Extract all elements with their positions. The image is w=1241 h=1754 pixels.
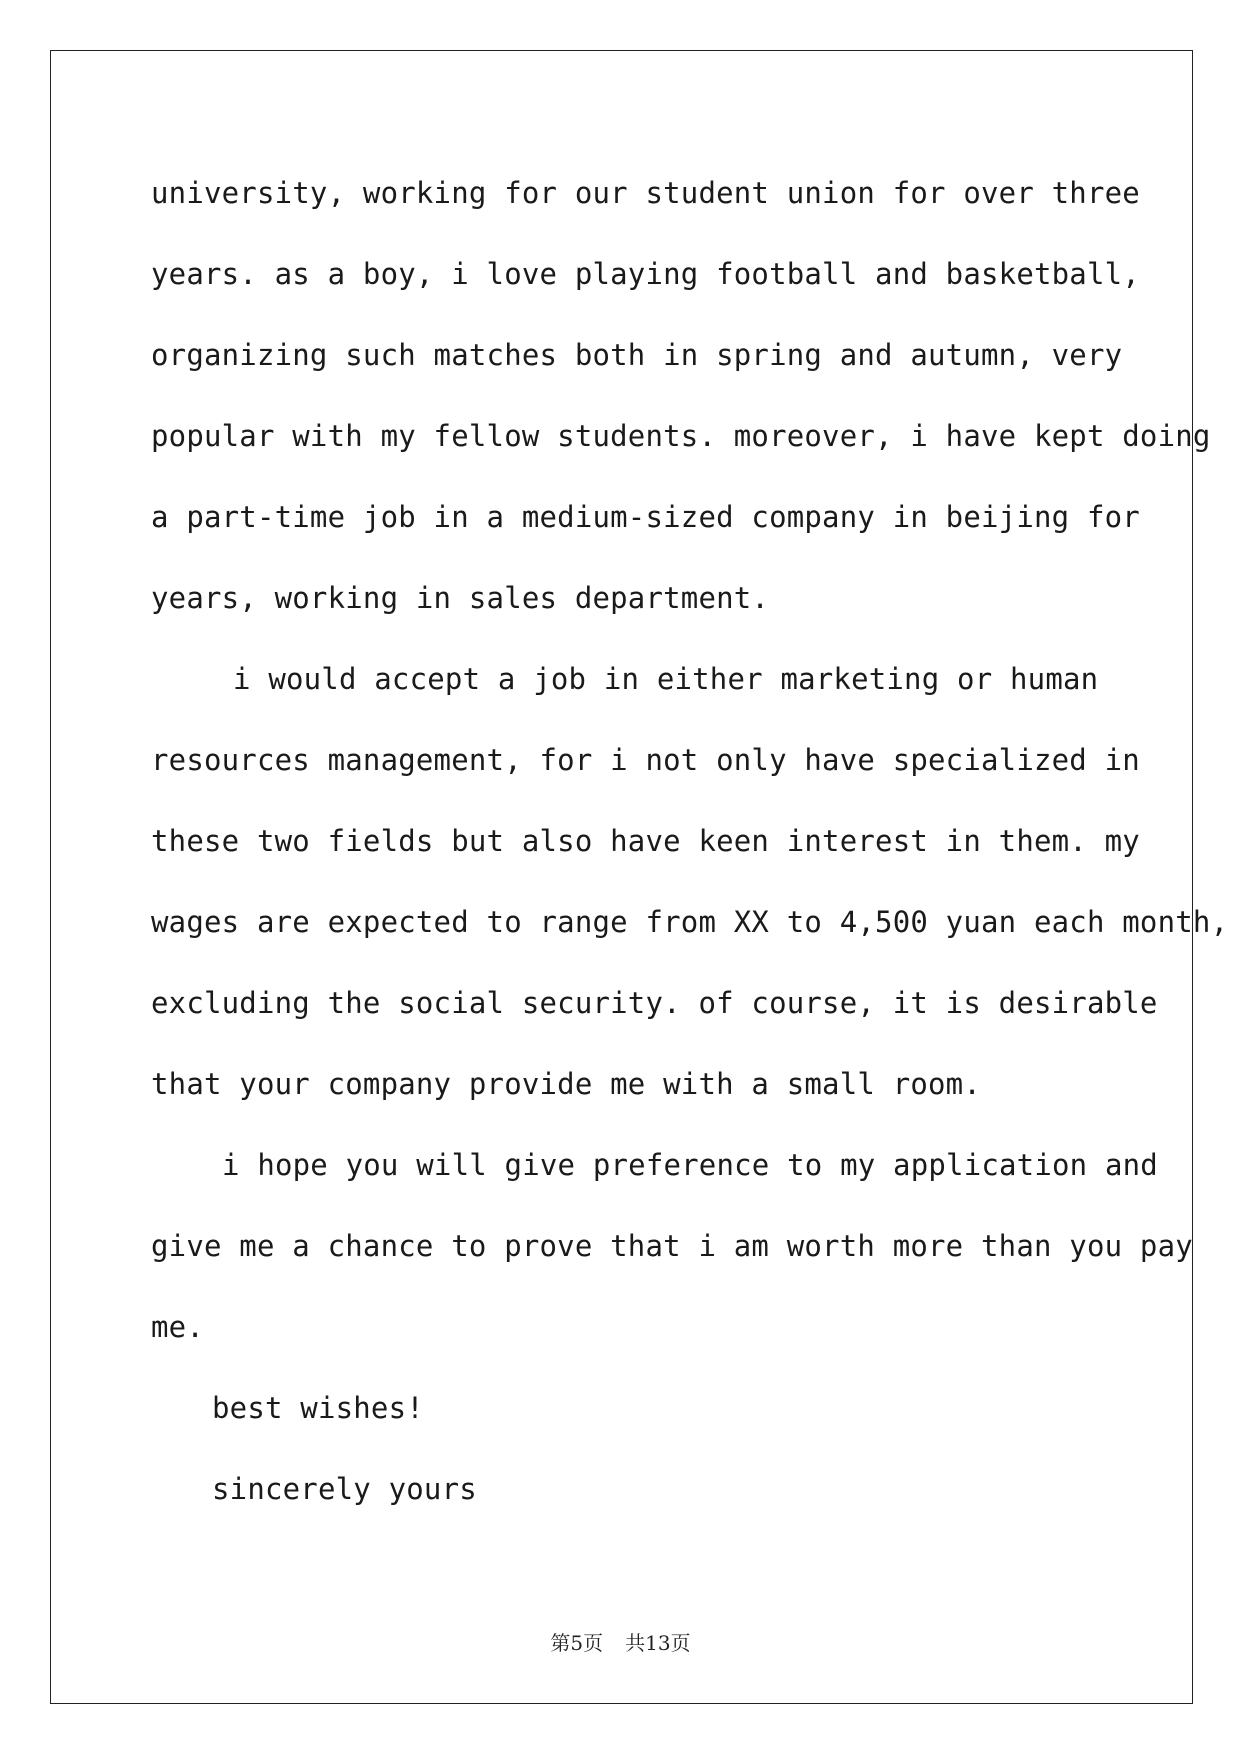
text-line-13: i hope you will give preference to my application and xyxy=(222,1148,1158,1182)
text-line-8: resources management, for i not only have specialized in xyxy=(151,743,1140,777)
page-number: 第5页 xyxy=(550,1631,604,1655)
text-line-5: a part-time job in a medium-sized company in beijing for xyxy=(151,500,1140,534)
page-border xyxy=(50,50,1229,1704)
text-line-15: me. xyxy=(151,1310,204,1344)
text-line-4: popular with my fellow students. moreover, i have kept doing xyxy=(151,419,1211,453)
text-line-12: that your company provide me with a small room. xyxy=(151,1067,981,1101)
page-footer xyxy=(0,1633,1241,1653)
page-total: 共13页 xyxy=(625,1631,691,1655)
text-line-9: these two fields but also have keen interest in them. my xyxy=(151,824,1140,858)
text-line-3: organizing such matches both in spring and autumn, very xyxy=(151,338,1123,372)
text-line-11: excluding the social security. of course, it is desirable xyxy=(151,986,1158,1020)
text-line-6: years, working in sales department. xyxy=(151,581,770,615)
text-line-2: years. as a boy, i love playing football and basketball, xyxy=(151,257,1140,291)
text-line-14: give me a chance to prove that i am worth more than you pay xyxy=(151,1229,1193,1263)
text-line-7: i would accept a job in either marketing or human xyxy=(233,662,1099,696)
text-line-10: wages are expected to range from XX to 4,500 yuan each month, xyxy=(151,905,1229,939)
closing-sincerely: sincerely yours xyxy=(212,1472,477,1506)
closing-best-wishes: best wishes! xyxy=(212,1391,424,1425)
text-line-1: university, working for our student union for over three xyxy=(151,176,1140,210)
